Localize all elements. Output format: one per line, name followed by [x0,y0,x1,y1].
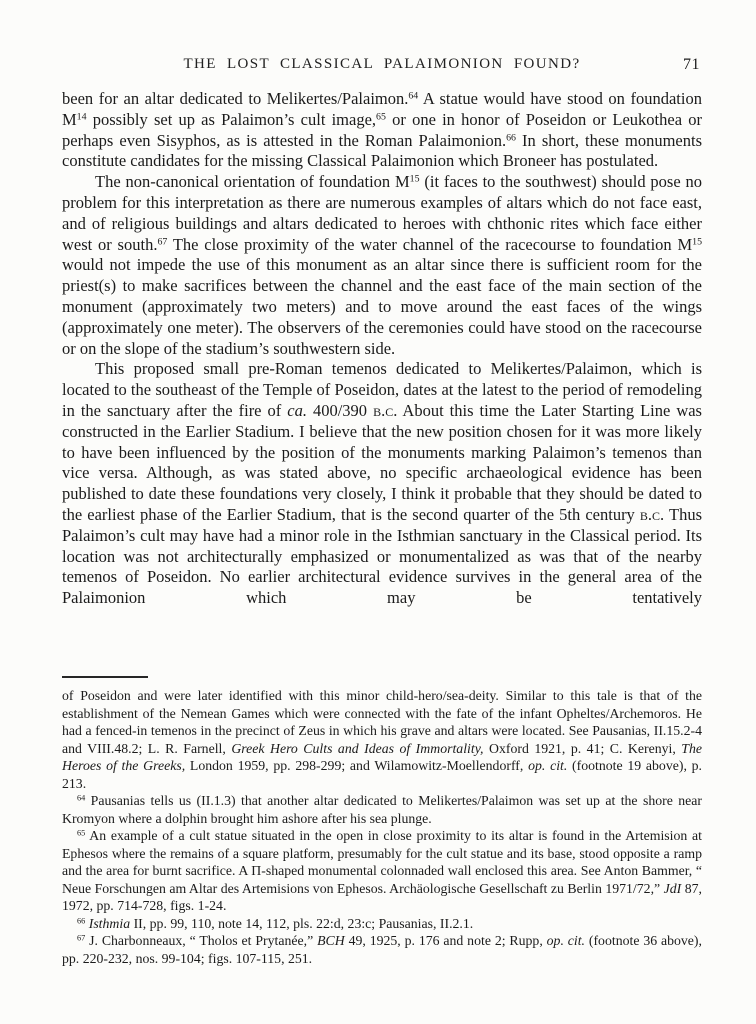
text-segment: London 1959, pp. 298-299; and Wilamowitz-Moellendorff, [185,758,529,773]
text-segment: or one in honor of Poseidon or Leukothea or perhaps even Sisyphos, as is attested in the Roman Palaimonion. [62,109,702,150]
footnote-reference-number: 15 [692,236,703,248]
text-segment: would not impede the use of this monument as an altar since there is sufficient room for the priest(s) to make sacrifices between the channel and the east face of the main section of the monument (approximately two meters) and to move around the east faces of the wings (approximately one meter). The observers of the ceremonies could have stood on the racecourse or on the slope of the stadium’s southwestern side. [62,255,702,358]
text-column [62,56,702,609]
text-segment: An example of a cult statue situated in the open in close proximity to its altar is found in the Artemision at Ephesos where the remains of a square platform, presumably for the cult statue and its base, stood opposite a ramp and the area for burnt sacrifice. A Π-shaped monumental colonnaded wall enclosed this area. See Anton Bammer, “ Neue Forschungen am Altar des Artemisions von Ephesos. Archäologische Gesellschaft zu Berlin 1971/72,” [62,828,702,896]
text-segment: possibly set up as Palaimon’s cult image, [86,109,377,129]
text-segment: J. Charbonneaux, “ Tholos et Prytanée,” [85,933,318,948]
text-segment: Thus Palaimon’s cult may have had a minor role in the Isthmian sanctuary in the Classical period. Its location was not architecturally emphasized or monumentalized as was that of the nearby temenos of Poseidon. No earlier architectural evidence survives in the general area of the Palaimonion which may be tentatively [62,504,702,608]
text-segment: Pausanias tells us (II.1.3) that another altar dedicated to Melikertes/Palaimon was set up at the shore near Kromyon where a dolphin brought him ashore after his sea plunge. [62,793,702,826]
footnote-64 [62,792,702,827]
footnote-reference-number: 64 [408,90,419,102]
footnote-separator-rule [62,676,148,678]
body-paragraph-continuation [62,89,702,172]
text-segment: BCH [317,933,345,948]
footnotes-section [62,670,702,967]
text-segment: This proposed small pre-Roman temenos dedicated to Melikertes/Palaimon, which is located to the southeast of the Temple of Poseidon, dates at the latest to the period of remodeling in the sanctuary after the fire of [62,359,702,420]
text-segment: In short, these monuments constitute candidates for the missing Classical Palaimonion which Broneer has postulated. [62,130,702,171]
footnote-reference-number: 67 [77,933,86,943]
text-segment: (footnote 36 above), pp. 220-232, nos. 99-104; figs. 107-115, 251. [62,933,702,966]
footnote-reference-number: 66 [77,915,86,925]
text-segment: Oxford 1921, p. 41; C. Kerenyi, [483,740,682,756]
text-segment: ca. [287,400,307,420]
text-segment: A statue would have stood on foundation M [62,89,702,129]
footnote-continuation [62,687,702,792]
text-segment: b.c. [373,400,398,420]
text-segment: 400/390 [306,400,374,420]
text-segment: Isthmia [88,915,131,931]
footnote-reference-number: 65 [77,828,86,838]
footnote-66 [62,915,702,933]
text-segment: About this time the Later Starting Line was constructed in the Earlier Stadium. I believe that the new position chosen for it was more likely to have been influenced by the position of the monuments marking Palaimon’s temenos than vice versa. Although, as was stated above, no specific archaeological evidence has been published to date these foundations very closely, I think it probable that they should be dated to the earliest phase of the Earlier Stadium, that is the second quarter of the 5th century [62,400,702,524]
text-segment: II, pp. 99, 110, note 14, 112, pls. 22:d, 23:c; Pausanias, II.2.1. [130,915,474,931]
footnote-reference-number: 14 [76,111,87,123]
body-paragraph [62,172,702,359]
text-segment: 49, 1925, p. 176 and note 2; Rupp, [344,933,547,948]
text-segment: Greek Hero Cults and Ideas of Immortality, [231,740,484,756]
text-segment: been for an altar dedicated to Melikertes/Palaimon. [62,89,409,108]
text-segment: op. cit. [528,758,568,773]
text-segment: of Poseidon and were later identified with this minor child-hero/sea-deity. Similar to this tale is that of the establishment of the Nemean Games which were connected with the fate of the infant Opheltes/Archemoros. He had a fenced-in temenos in the precinct of Zeus in which his grave and altars were located. See Pausanias, II.15.2-4 and VIII.48.2; L. R. Farnell, [62,688,702,756]
text-segment: The non-canonical orientation of foundation M [95,172,410,192]
running-head-title: THE LOST CLASSICAL PALAIMONION FOUND? [183,56,581,72]
footnote-67 [62,932,702,967]
text-segment: (it faces to the southwest) should pose no problem for this interpretation as there are numerous examples of altars which do not face east, and of religious buildings and altars dedicated to heroes with chthonic rites which face either west or south. [62,172,702,254]
main-text [62,89,702,609]
text-segment: The Heroes of the Greeks, [62,740,702,773]
page-header [62,56,702,76]
footnote-reference-number: 66 [506,132,516,144]
text-segment: (footnote 19 above), p. 213. [62,758,702,791]
text-segment: b.c. [639,504,665,524]
footnote-reference-number: 15 [409,173,420,185]
text-segment: The close proximity of the water channel of the racecourse to foundation M [167,234,693,254]
footnote-65 [62,827,702,915]
footnote-reference-number: 64 [77,793,86,803]
text-segment: op. cit. [546,933,585,948]
text-segment: 87, 1972, pp. 714-728, figs. 1-24. [62,880,702,913]
text-segment: JdI [663,880,682,896]
footnote-reference-number: 67 [157,236,168,248]
body-paragraph [62,359,702,609]
page-number: 71 [683,56,700,73]
footnote-reference-number: 65 [376,111,386,123]
